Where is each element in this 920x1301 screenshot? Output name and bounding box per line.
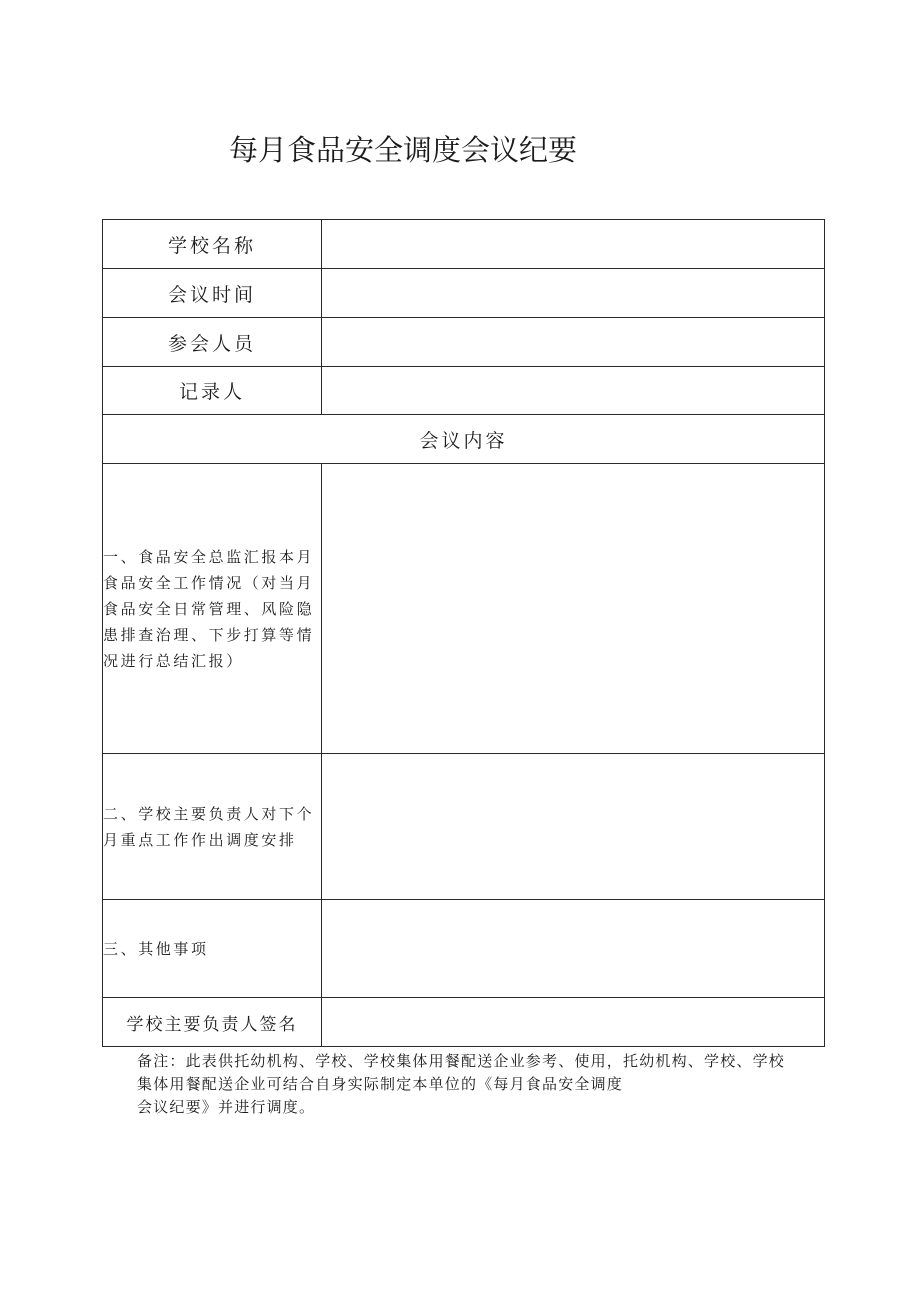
content-header-row <box>103 415 825 464</box>
school-name-row <box>103 220 825 269</box>
signature-field[interactable] <box>322 998 825 1047</box>
footnote-line-2: 集体用餐配送企业可结合自身实际制定本单位的《每月食品安全调度 <box>137 1075 624 1093</box>
attendees-row <box>103 318 825 367</box>
meeting-time-field[interactable] <box>322 269 825 318</box>
item-3-label: 三、其他事项 <box>103 900 322 998</box>
attendees-field[interactable] <box>322 318 825 367</box>
item-1-field[interactable] <box>322 464 825 754</box>
recorder-row <box>103 367 825 415</box>
content-item-row <box>103 900 825 998</box>
item-2-label: 二、学校主要负责人对下个月重点工作作出调度安排 <box>103 754 322 900</box>
content-header: 会议内容 <box>103 415 825 464</box>
footnote-line-1: 备注：此表供托幼机构、学校、学校集体用餐配送企业参考、使用，托幼机构、学校、学校 <box>137 1052 786 1070</box>
attendees-label: 参会人员 <box>103 318 322 367</box>
footnote-line-3: 会议纪要》并进行调度。 <box>137 1098 316 1116</box>
school-name-field[interactable] <box>322 220 825 269</box>
recorder-label: 记录人 <box>103 367 322 415</box>
recorder-field[interactable] <box>322 367 825 415</box>
footnote <box>137 1050 827 1119</box>
school-name-label: 学校名称 <box>103 220 322 269</box>
signature-label: 学校主要负责人签名 <box>103 998 322 1047</box>
item-2-field[interactable] <box>322 754 825 900</box>
content-item-row <box>103 464 825 754</box>
meeting-minutes-form <box>102 219 825 1047</box>
item-3-field[interactable] <box>322 900 825 998</box>
content-item-row <box>103 754 825 900</box>
item-1-label: 一、食品安全总监汇报本月食品安全工作情况（对当月食品安全日常管理、风险隐患排查治理、下步打算等情况进行总结汇报） <box>103 464 322 754</box>
meeting-time-label: 会议时间 <box>103 269 322 318</box>
meeting-time-row <box>103 269 825 318</box>
signature-row <box>103 998 825 1047</box>
page-title: 每月食品安全调度会议纪要 <box>229 133 578 167</box>
